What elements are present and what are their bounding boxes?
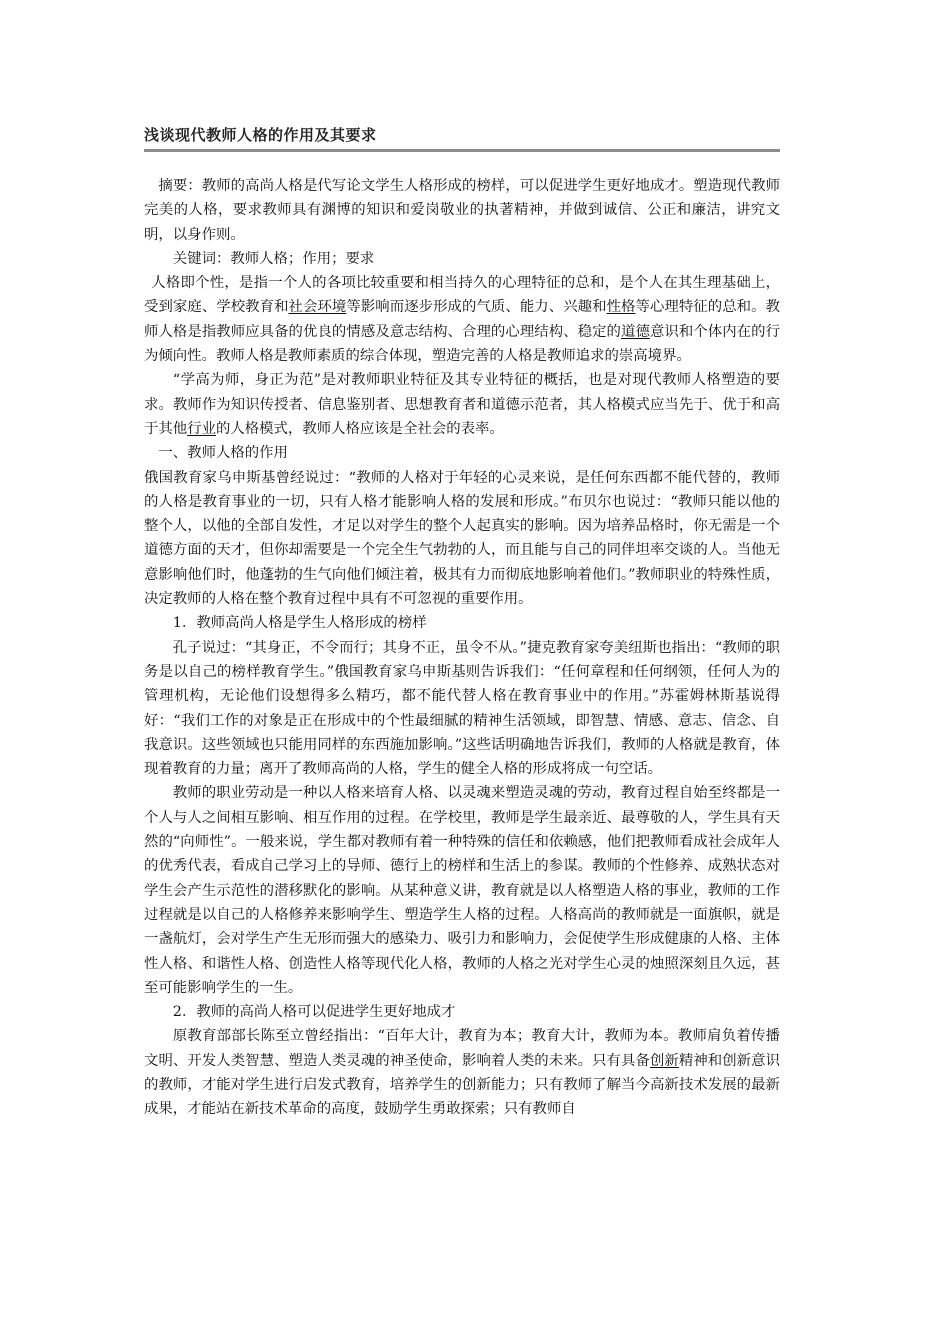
document-page <box>144 124 780 1122</box>
subsection-2-paragraph-1 <box>144 1024 780 1121</box>
text-span: 原教育部部长陈至立曾经指出：“百年大计，教育为本；教育大计，教师为本。教师肩负着传播文明、开发人类智慧、塑造人类灵魂的神圣使命，影响着人类的未来。只有具备 <box>144 1028 780 1069</box>
link-innovation[interactable]: 创新 <box>649 1052 679 1069</box>
abstract: 摘要：教师的高尚人格是代写论文学生人格形成的榜样，可以促进学生更好地成才。塑造现代教师完美的人格，要求教师具有渊博的知识和爱岗敬业的执著精神，并做到诚信、公正和廉洁，讲究文明，以身作则。 <box>144 178 780 243</box>
link-social-environment[interactable]: 社会环境 <box>288 299 347 316</box>
text-span: 人格即个性，是指一个人的各项比较重要和相当持久的心理特征的总和，是个人在其生理基础上，受到家庭、学校教育和 <box>144 275 780 316</box>
link-industry[interactable]: 行业 <box>187 420 216 437</box>
text-span: 精神和创新意识的教师，才能对学生进行启发式教育，培养学生的创新能力；只有教师了解当今高新技术发展的最新成果，才能站在新技术革命的高度，鼓励学生勇敢探索；只有教师自 <box>144 1052 780 1118</box>
text-span: 等心理特征的总和。教师人格是指教师应具备的优良的情感及意志结构、合理的心理结构、稳定的 <box>144 299 780 340</box>
text-span: 的人格模式，教师人格应该是全社会的表率。 <box>215 420 504 437</box>
section-1-heading: 一、教师人格的作用 <box>158 445 288 462</box>
text-span: 意识和个体内在的行为倾向性。教师人格是教师素质的综合体现，塑造完善的人格是教师追求的崇高境界。 <box>144 323 780 365</box>
intro-paragraph-2 <box>144 368 780 441</box>
keywords: 关键词：教师人格；作用；要求 <box>172 250 375 267</box>
document-title: 浅谈现代教师人格的作用及其要求 <box>144 126 377 144</box>
document-body <box>144 174 780 1122</box>
title-divider <box>144 149 780 152</box>
subsection-1-paragraph-1: 孔子说过：“其身正，不令而行；其身不正，虽令不从。”捷克教育家夸美纽斯也指出：“教师的职务是以自己的榜样教育学生。”俄国教育家乌申斯基则告诉我们：“任何章程和任何纲领，任何人为的管理机构，无论他们设想得多么精巧，都不能代替人格在教育事业中的作用。”苏霍姆林斯基说得好：“我们工作的对象是正在形成中的个性最细腻的精神生活领域，即智慧、情感、意志、信念、自我意识。这些领域也只能用同样的东西施加影响。”这些话明确地告诉我们，教师的人格就是教育，体现着教育的力量；离开了教师高尚的人格，学生的健全人格的形成将成一句空话。 <box>144 639 780 778</box>
subsection-1-heading: 1．教师高尚人格是学生人格形成的榜样 <box>172 615 427 632</box>
text-span: 等影响而逐步形成的气质、能力、兴趣和 <box>346 299 607 316</box>
text-span: “学高为师，身正为范”是对教师职业特征及其专业特征的概括，也是对现代教师人格塑造的要求。教师作为知识传授者、信息鉴别者、思想教育者和道德示范者，其人格模式应当先于、优于和高于其他 <box>144 372 780 437</box>
link-morality[interactable]: 道德 <box>621 323 650 340</box>
section-1-paragraph: 俄国教育家乌申斯基曾经说过：“教师的人格对于年轻的心灵来说，是任何东西都不能代替的，教师的人格是教育事业的一切，只有人格才能影响人格的发展和形成。”布贝尔也说过：“教师只能以他的整个人，以他的全部自发性，才足以对学生的整个人起真实的影响。因为培养品格时，你无需是一个道德方面的天才，但你却需要是一个完全生气勃勃的人，而且能与自己的同伴坦率交谈的人。当他无意影响他们时，他蓬勃的生气向他们倾注着，极其有力而彻底地影响着他们。”教师职业的特殊性质，决定教师的人格在整个教育过程中具有不可忽视的重要作用。 <box>144 469 780 608</box>
subsection-1-paragraph-2: 教师的职业劳动是一种以人格来培育人格、以灵魂来塑造灵魂的劳动，教育过程自始至终都是一个人与人之间相互影响、相互作用的过程。在学校里，教师是学生最亲近、最尊敬的人，学生具有天然的“向师性”。一般来说，学生都对教师有着一种特殊的信任和依赖感，他们把教师看成社会成年人的优秀代表，看成自己学习上的导师、德行上的榜样和生活上的参谋。教师的个性修养、成熟状态对学生会产生示范性的潜移默化的影响。从某种意义讲，教育就是以人格塑造人格的事业，教师的工作过程就是以自己的人格修养来影响学生、塑造学生人格的过程。人格高尚的教师就是一面旗帜，就是一盏航灯，会对学生产生无形而强大的感染力、吸引力和影响力，会促使学生形成健康的人格、主体性人格、和谐性人格、创造性人格等现代化人格，教师的人格之光对学生心灵的烛照深刻且久远，甚至可能影响学生的一生。 <box>144 785 780 996</box>
intro-paragraph-1 <box>144 271 780 368</box>
link-personality[interactable]: 性格 <box>606 299 636 316</box>
subsection-2-heading: 2．教师的高尚人格可以促进学生更好地成才 <box>172 1004 456 1021</box>
